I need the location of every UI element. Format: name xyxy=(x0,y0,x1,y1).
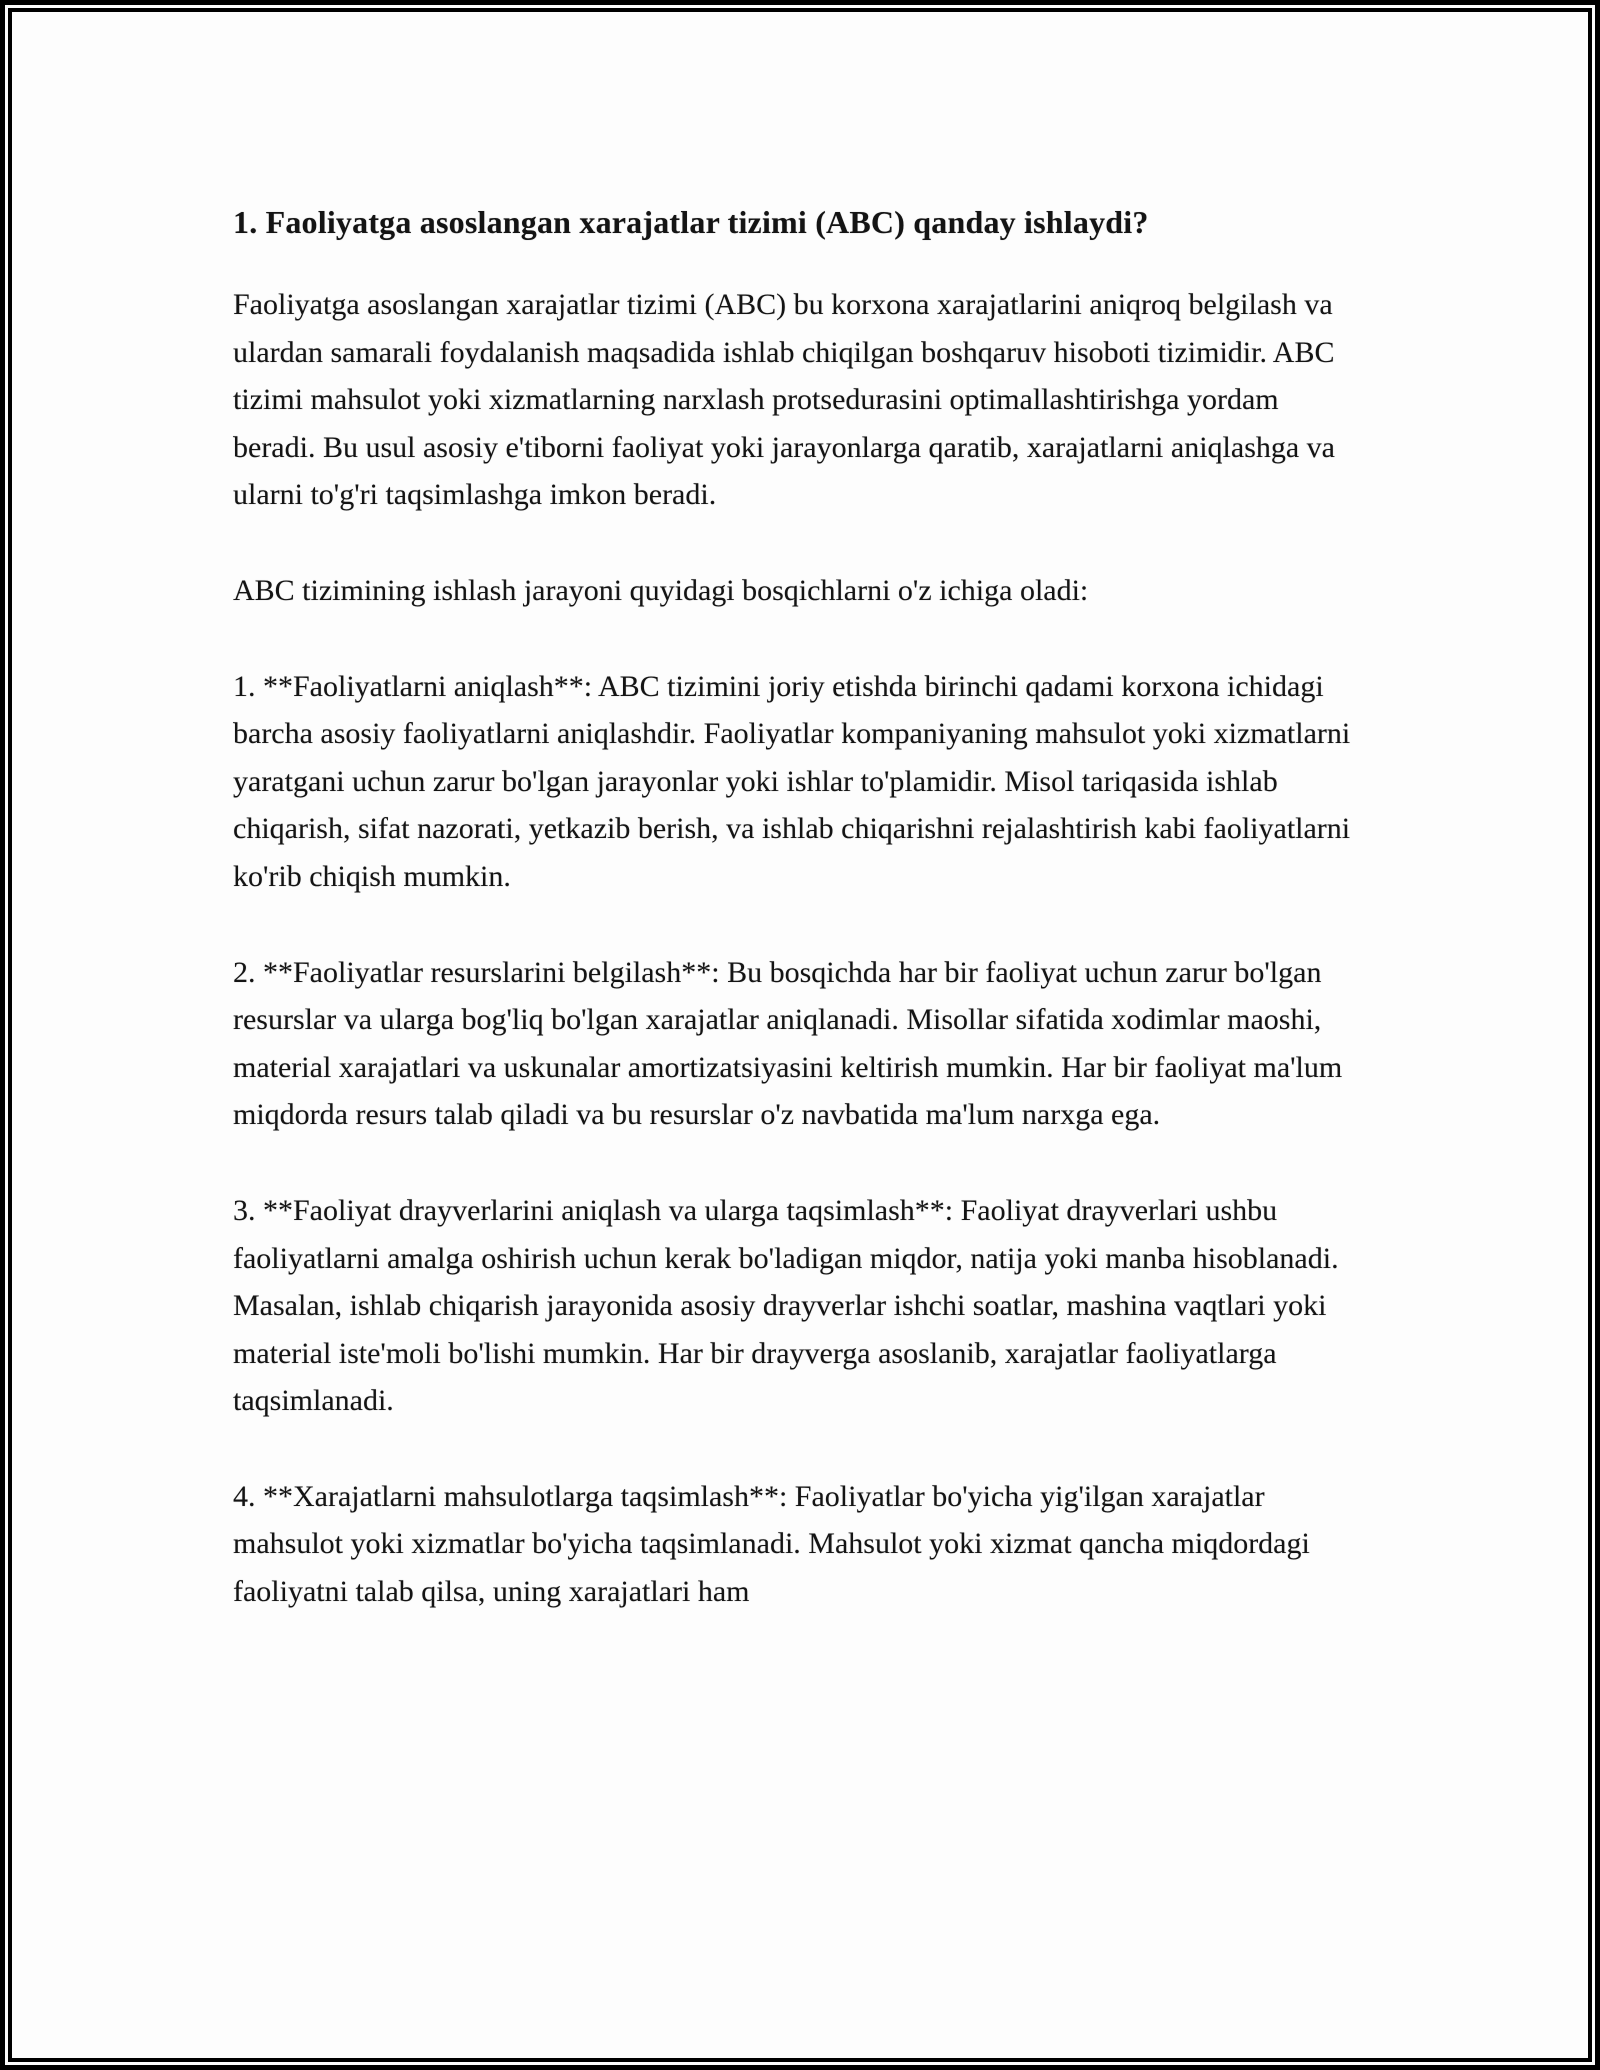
document-heading: 1. Faoliyatga asoslangan xarajatlar tizimi (ABC) qanday ishlaydi? xyxy=(233,204,1149,240)
paragraph-step-3: 3. **Faoliyat drayverlarini aniqlash va ularga taqsimlash**: Faoliyat drayverlari ushbu faoliyatlarni amalga oshirish uchun kerak bo'ladigan miqdor, natija yoki manba hisoblanadi. Masalan, ishlab chiqarish jarayonida asosiy drayverlar ishchi soatlar, mashina vaqtlari yoki material iste'moli bo'lishi mumkin. Har bir drayverga asoslanib, xarajatlar faoliyatlarga taqsimlanadi. xyxy=(233,1193,1339,1418)
paragraph-step-4: 4. **Xarajatlarni mahsulotlarga taqsimlash**: Faoliyatlar bo'yicha yig'ilgan xarajatlar mahsulot yoki xizmatlar bo'yicha taqsimlanadi. Mahsulot yoki xizmat qancha miqdordagi faoliyatni talab qilsa, uning xarajatlari ham xyxy=(233,1479,1310,1609)
paragraph-step-2: 2. **Faoliyatlar resurslarini belgilash**: Bu bosqichda har bir faoliyat uchun zarur bo'lgan resurslar va ularga bog'liq bo'lgan xarajatlar aniqlanadi. Misollar sifatida xodimlar maoshi, material xarajatlari va uskunalar amortizatsiyasini keltirish mumkin. Har bir faoliyat ma'lum miqdorda resurs talab qiladi va bu resurslar o'z navbatida ma'lum narxga ega. xyxy=(233,955,1343,1132)
paragraph-intro: Faoliyatga asoslangan xarajatlar tizimi (ABC) bu korxona xarajatlarini aniqroq belgilash va ulardan samarali foydalanish maqsadida ishlab chiqilgan boshqaruv hisoboti tizimidir. ABC tizimi mahsulot yoki xizmatlarning narxlash protsedurasini optimallashtirishga yordam beradi. Bu usul asosiy e'tiborni faoliyat yoki jarayonlarga qaratib, xarajatlarni aniqlashga va ularni to'g'ri taqsimlashga imkon beradi. xyxy=(233,288,1336,512)
document-content xyxy=(233,190,1368,1616)
document-page xyxy=(8,8,1592,2062)
paragraph-step-1: 1. **Faoliyatlarni aniqlash**: ABC tizimini joriy etishda birinchi qadami korxona ichidagi barcha asosiy faoliyatlarni aniqlashdir. Faoliyatlar kompaniyaning mahsulot yoki xizmatlarni yaratgani uchun zarur bo'lgan jarayonlar yoki ishlar to'plamidir. Misol tariqasida ishlab chiqarish, sifat nazorati, yetkazib berish, va ishlab chiqarishni rejalashtirish kabi faoliyatlarni ko'rib chiqish mumkin. xyxy=(233,669,1351,893)
paragraph-steps-lead-in: ABC tizimining ishlash jarayoni quyidagi bosqichlarni o'z ichiga oladi: xyxy=(233,573,1089,607)
